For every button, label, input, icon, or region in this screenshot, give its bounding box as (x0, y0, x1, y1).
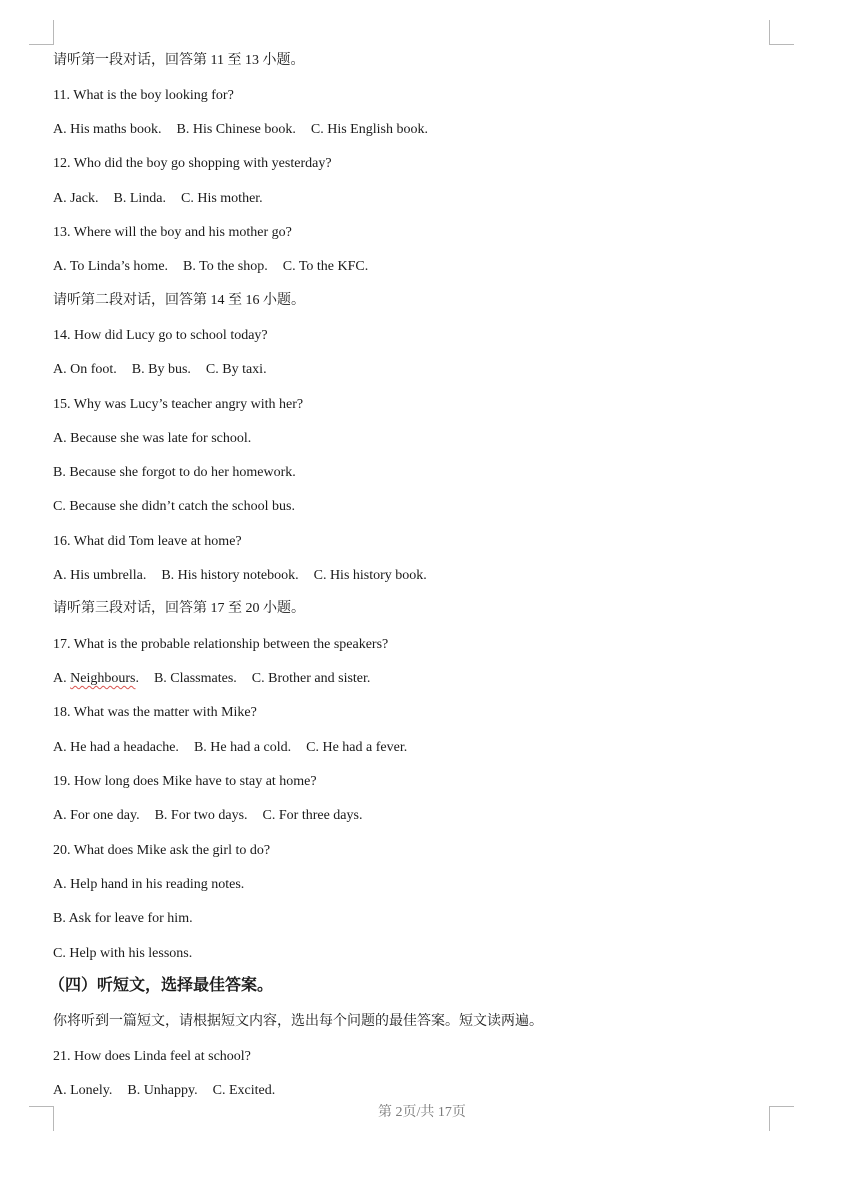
answer-option: B. Linda. (113, 191, 166, 206)
answer-option: A. On foot. (53, 362, 117, 377)
question-text: 18. What was the matter with Mike? (53, 705, 257, 720)
options-row (53, 1082, 275, 1100)
answer-option: A. For one day. (53, 808, 140, 823)
answer-option: C. Because she didn’t catch the school bus. (53, 499, 295, 514)
answer-option: B. Unhappy. (127, 1083, 198, 1098)
answer-option: A. His maths book. (53, 122, 162, 137)
answer-option: A. Jack. (53, 191, 99, 206)
answer-option: A. Because she was late for school. (53, 431, 252, 446)
answer-option: A. Lonely. (53, 1083, 113, 1098)
options-row (53, 361, 267, 379)
section-heading: （四）听短文，选择最佳答案。 (49, 977, 274, 994)
answer-option: A. To Linda’s home. (53, 259, 169, 274)
answer-option: C. Excited. (212, 1083, 276, 1098)
options-row (53, 739, 407, 757)
answer-option: C. For three days. (262, 808, 363, 823)
answer-option: B. Classmates. (153, 671, 237, 686)
answer-option: C. His English book. (310, 122, 428, 137)
question-text: 20. What does Mike ask the girl to do? (53, 843, 271, 858)
instruction-line: 你将听到一篇短文，请根据短文内容，选出每个问题的最佳答案。短文读两遍。 (53, 1014, 543, 1029)
answer-option: C. Brother and sister. (251, 671, 371, 686)
answer-option: B. His history notebook. (161, 568, 299, 583)
answer-option: A. Help hand in his reading notes. (53, 877, 245, 892)
answer-option: B. Because she forgot to do her homework. (53, 465, 296, 480)
instruction-line: 请听第一段对话，回答第 11 至 13 小题。 (53, 53, 305, 68)
corner-mark-top-right (769, 20, 794, 45)
instruction-line: 请听第二段对话，回答第 14 至 16 小题。 (53, 293, 305, 308)
answer-option: B. Ask for leave for him. (53, 911, 193, 926)
answer-option: B. For two days. (154, 808, 248, 823)
options-row (53, 190, 263, 208)
question-text: 16. What did Tom leave at home? (53, 534, 242, 549)
options-row (53, 121, 428, 139)
answer-option: B. He had a cold. (193, 740, 292, 755)
options-row (53, 258, 368, 276)
question-text: 15. Why was Lucy’s teacher angry with her? (53, 397, 304, 412)
question-text: 21. How does Linda feel at school? (53, 1049, 251, 1064)
question-text: 19. How long does Mike have to stay at home? (53, 774, 317, 789)
answer-option: B. By bus. (131, 362, 191, 377)
options-row (53, 807, 362, 825)
question-text: 11. What is the boy looking for? (53, 88, 234, 103)
corner-mark-top-left (29, 20, 54, 45)
answer-option: C. His mother. (181, 191, 263, 206)
answer-option: B. His Chinese book. (176, 122, 296, 137)
answer-option: A. His umbrella. (53, 568, 147, 583)
answer-option: C. His history book. (313, 568, 427, 583)
answer-option: C. Help with his lessons. (53, 946, 193, 961)
answer-option: A. He had a headache. (53, 740, 179, 755)
instruction-line: 请听第三段对话，回答第 17 至 20 小题。 (53, 601, 305, 616)
answer-option: B. To the shop. (183, 259, 268, 274)
answer-option: C. He had a fever. (306, 740, 408, 755)
question-text: 14. How did Lucy go to school today? (53, 328, 268, 343)
page-footer: 第 2页/共 17页 (378, 1105, 466, 1120)
question-text: 13. Where will the boy and his mother go? (53, 225, 292, 240)
answer-option: A. Neighbours. (53, 671, 139, 686)
answer-option: C. By taxi. (205, 362, 267, 377)
question-text: 17. What is the probable relationship between the speakers? (53, 637, 389, 652)
options-row (53, 567, 427, 585)
question-text: 12. Who did the boy go shopping with yesterday? (53, 156, 332, 171)
answer-option: C. To the KFC. (282, 259, 369, 274)
options-row (53, 670, 370, 688)
